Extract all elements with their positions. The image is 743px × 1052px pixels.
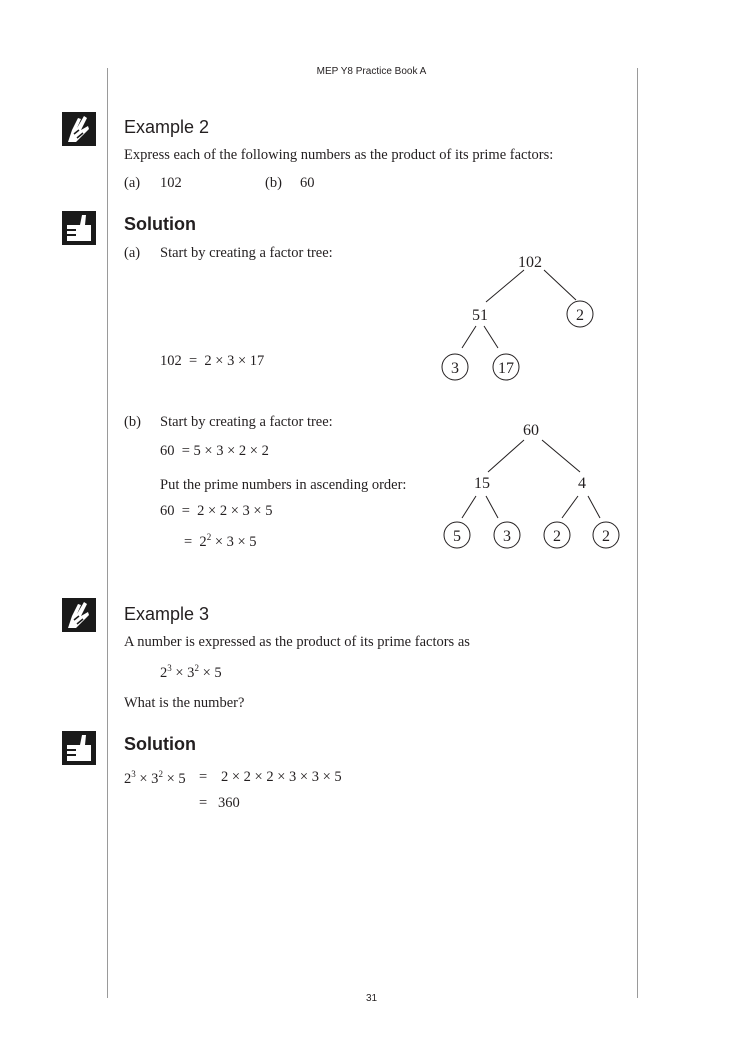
solution-3-result: = 360 xyxy=(199,795,240,811)
tree1-ll: 3 xyxy=(451,360,459,377)
pointing-hand-icon xyxy=(62,598,96,632)
solution-a-text: Start by creating a factor tree: xyxy=(160,245,333,261)
tree2-lr: 3 xyxy=(503,528,511,545)
tree2-ll: 5 xyxy=(453,528,461,545)
solution-b-text: Start by creating a factor tree: xyxy=(160,414,333,430)
solution-b-line1: 60 = 5 × 3 × 2 × 2 xyxy=(160,443,269,459)
lhs-base: 2 xyxy=(124,771,132,787)
solution-3-title: Solution xyxy=(124,734,196,754)
solution-b-line4 xyxy=(184,532,257,551)
solution-3-equals: = xyxy=(199,769,208,785)
tree2-left: 15 xyxy=(474,475,490,492)
example-2-title: Example 2 xyxy=(124,117,210,137)
solution-3-rhs: 2 × 2 × 2 × 3 × 3 × 5 xyxy=(221,769,342,785)
example-3-title: Example 3 xyxy=(124,604,210,624)
example-2-prompt: Express each of the following numbers as the product of its prime factors: xyxy=(124,147,554,163)
factor-tree-60 xyxy=(420,410,640,560)
lhs-mid: × 3 xyxy=(135,771,159,787)
expr-end: × 5 xyxy=(198,665,222,681)
tree2-rl: 2 xyxy=(553,528,561,545)
expr-mid: × 3 xyxy=(171,665,195,681)
part-a-value: 102 xyxy=(160,175,182,191)
expr-exp1: 3 xyxy=(167,663,172,673)
tree1-left: 51 xyxy=(472,307,488,324)
solution-b-line3: 60 = 2 × 2 × 3 × 5 xyxy=(160,503,273,519)
solution-3-lhs xyxy=(124,769,186,788)
expr-base: 2 xyxy=(160,665,168,681)
part-b-label: (b) xyxy=(265,175,282,191)
factor-tree-102 xyxy=(420,240,640,390)
tree2-rr: 2 xyxy=(602,528,610,545)
example-3-prompt: A number is expressed as the product of its prime factors as xyxy=(124,634,470,650)
part-b-value: 60 xyxy=(300,175,315,191)
example-3-question: What is the number? xyxy=(124,695,245,711)
line4-base: = 2 xyxy=(184,534,207,550)
lhs-exp2: 2 xyxy=(158,769,163,779)
tree1-right: 2 xyxy=(576,307,584,324)
lhs-end: × 5 xyxy=(162,771,186,787)
page-number: 31 xyxy=(365,993,378,1004)
tree1-root: 102 xyxy=(518,254,542,271)
example-3-expression xyxy=(160,663,222,682)
running-header: MEP Y8 Practice Book A xyxy=(316,66,427,77)
solution-b-line2: Put the prime numbers in ascending order: xyxy=(160,477,407,493)
tree2-root: 60 xyxy=(523,422,539,439)
thumbs-up-icon xyxy=(62,211,96,245)
solution-b-label: (b) xyxy=(124,414,141,430)
lhs-exp1: 3 xyxy=(131,769,136,779)
line4-rest: × 3 × 5 xyxy=(211,534,257,550)
solution-2-title: Solution xyxy=(124,214,196,234)
pointing-hand-icon xyxy=(62,112,96,146)
part-a-label: (a) xyxy=(124,175,141,191)
solution-a-result: 102 = 2 × 3 × 17 xyxy=(160,353,265,369)
expr-exp2: 2 xyxy=(194,663,199,673)
line4-exponent: 2 xyxy=(206,532,212,542)
tree2-right: 4 xyxy=(578,475,586,492)
left-margin-rule xyxy=(107,68,108,998)
solution-a-label: (a) xyxy=(124,245,141,261)
thumbs-up-icon xyxy=(62,731,96,765)
tree1-lr: 17 xyxy=(498,360,514,377)
